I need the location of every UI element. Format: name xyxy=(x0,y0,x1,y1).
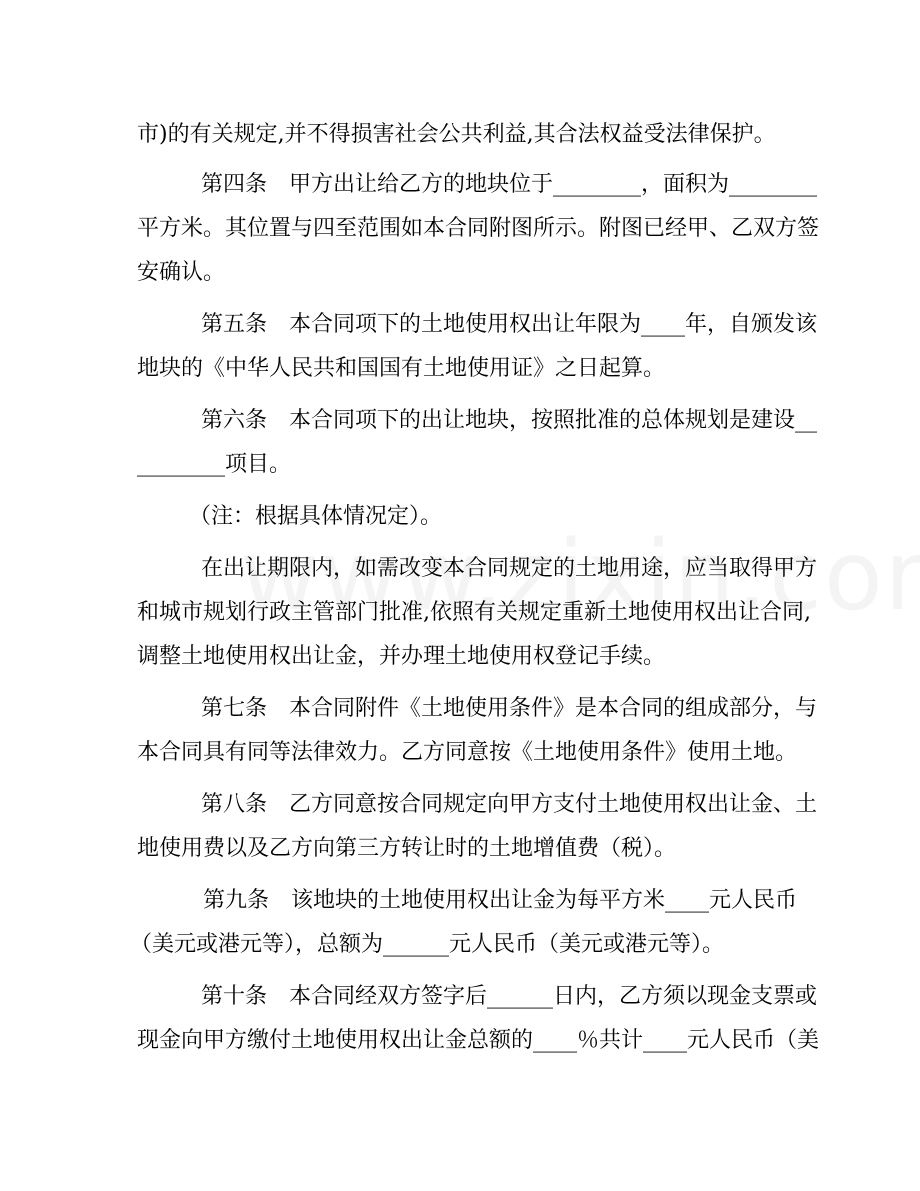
text-line: （美元或港元等），总额为______元人民币（美元或港元等）。 xyxy=(130,932,725,957)
text-line: 第八条 乙方同意按合同规定向甲方支付土地使用权出让金、土 xyxy=(201,792,818,817)
text-line: 在出让期限内，如需改变本合同规定的土地用途，应当取得甲方 xyxy=(201,556,818,581)
text-line: 本合同具有同等法律效力。乙方同意按《土地使用条件》使用土地。 xyxy=(137,740,798,765)
text-line: 第十条 本合同经双方签字后______日内，乙方须以现金支票或 xyxy=(201,984,818,1009)
text-line: 安确认。 xyxy=(137,260,226,285)
text-line: ________项目。 xyxy=(137,452,292,477)
text-line: 第九条 该地块的土地使用权出让金为每平方米____元人民币 xyxy=(203,888,798,913)
text-line: 和城市规划行政主管部门批准,依照有关规定重新土地使用权出让合同, xyxy=(137,600,811,625)
text-line: 市)的有关规定,并不得损害社会公共利益,其合法权益受法律保护。 xyxy=(137,122,776,147)
text-line: 现金向甲方缴付土地使用权出让金总额的____％共计____元人民币（美 xyxy=(137,1028,820,1053)
text-line: （注：根据具体情况定）。 xyxy=(189,504,443,529)
text-line: 第五条 本合同项下的土地使用权出让年限为____年，自颁发该 xyxy=(201,312,818,337)
text-line: 调整土地使用权出让金，并办理土地使用权登记手续。 xyxy=(137,644,666,669)
text-line: 第四条 甲方出让给乙方的地块位于________，面积为________ xyxy=(201,172,818,197)
text-line: 平方米。其位置与四至范围如本合同附图所示。附图已经甲、乙双方签 xyxy=(137,216,820,241)
text-line: 第六条 本合同项下的出让地块，按照批准的总体规划是建设__ xyxy=(201,408,818,433)
text-line: 地块的《中华人民共和国国有土地使用证》之日起算。 xyxy=(137,356,666,381)
text-line: 第七条 本合同附件《土地使用条件》是本合同的组成部分，与 xyxy=(201,696,818,721)
text-line: 地使用费以及乙方向第三方转让时的土地增值费（税）。 xyxy=(137,836,677,861)
